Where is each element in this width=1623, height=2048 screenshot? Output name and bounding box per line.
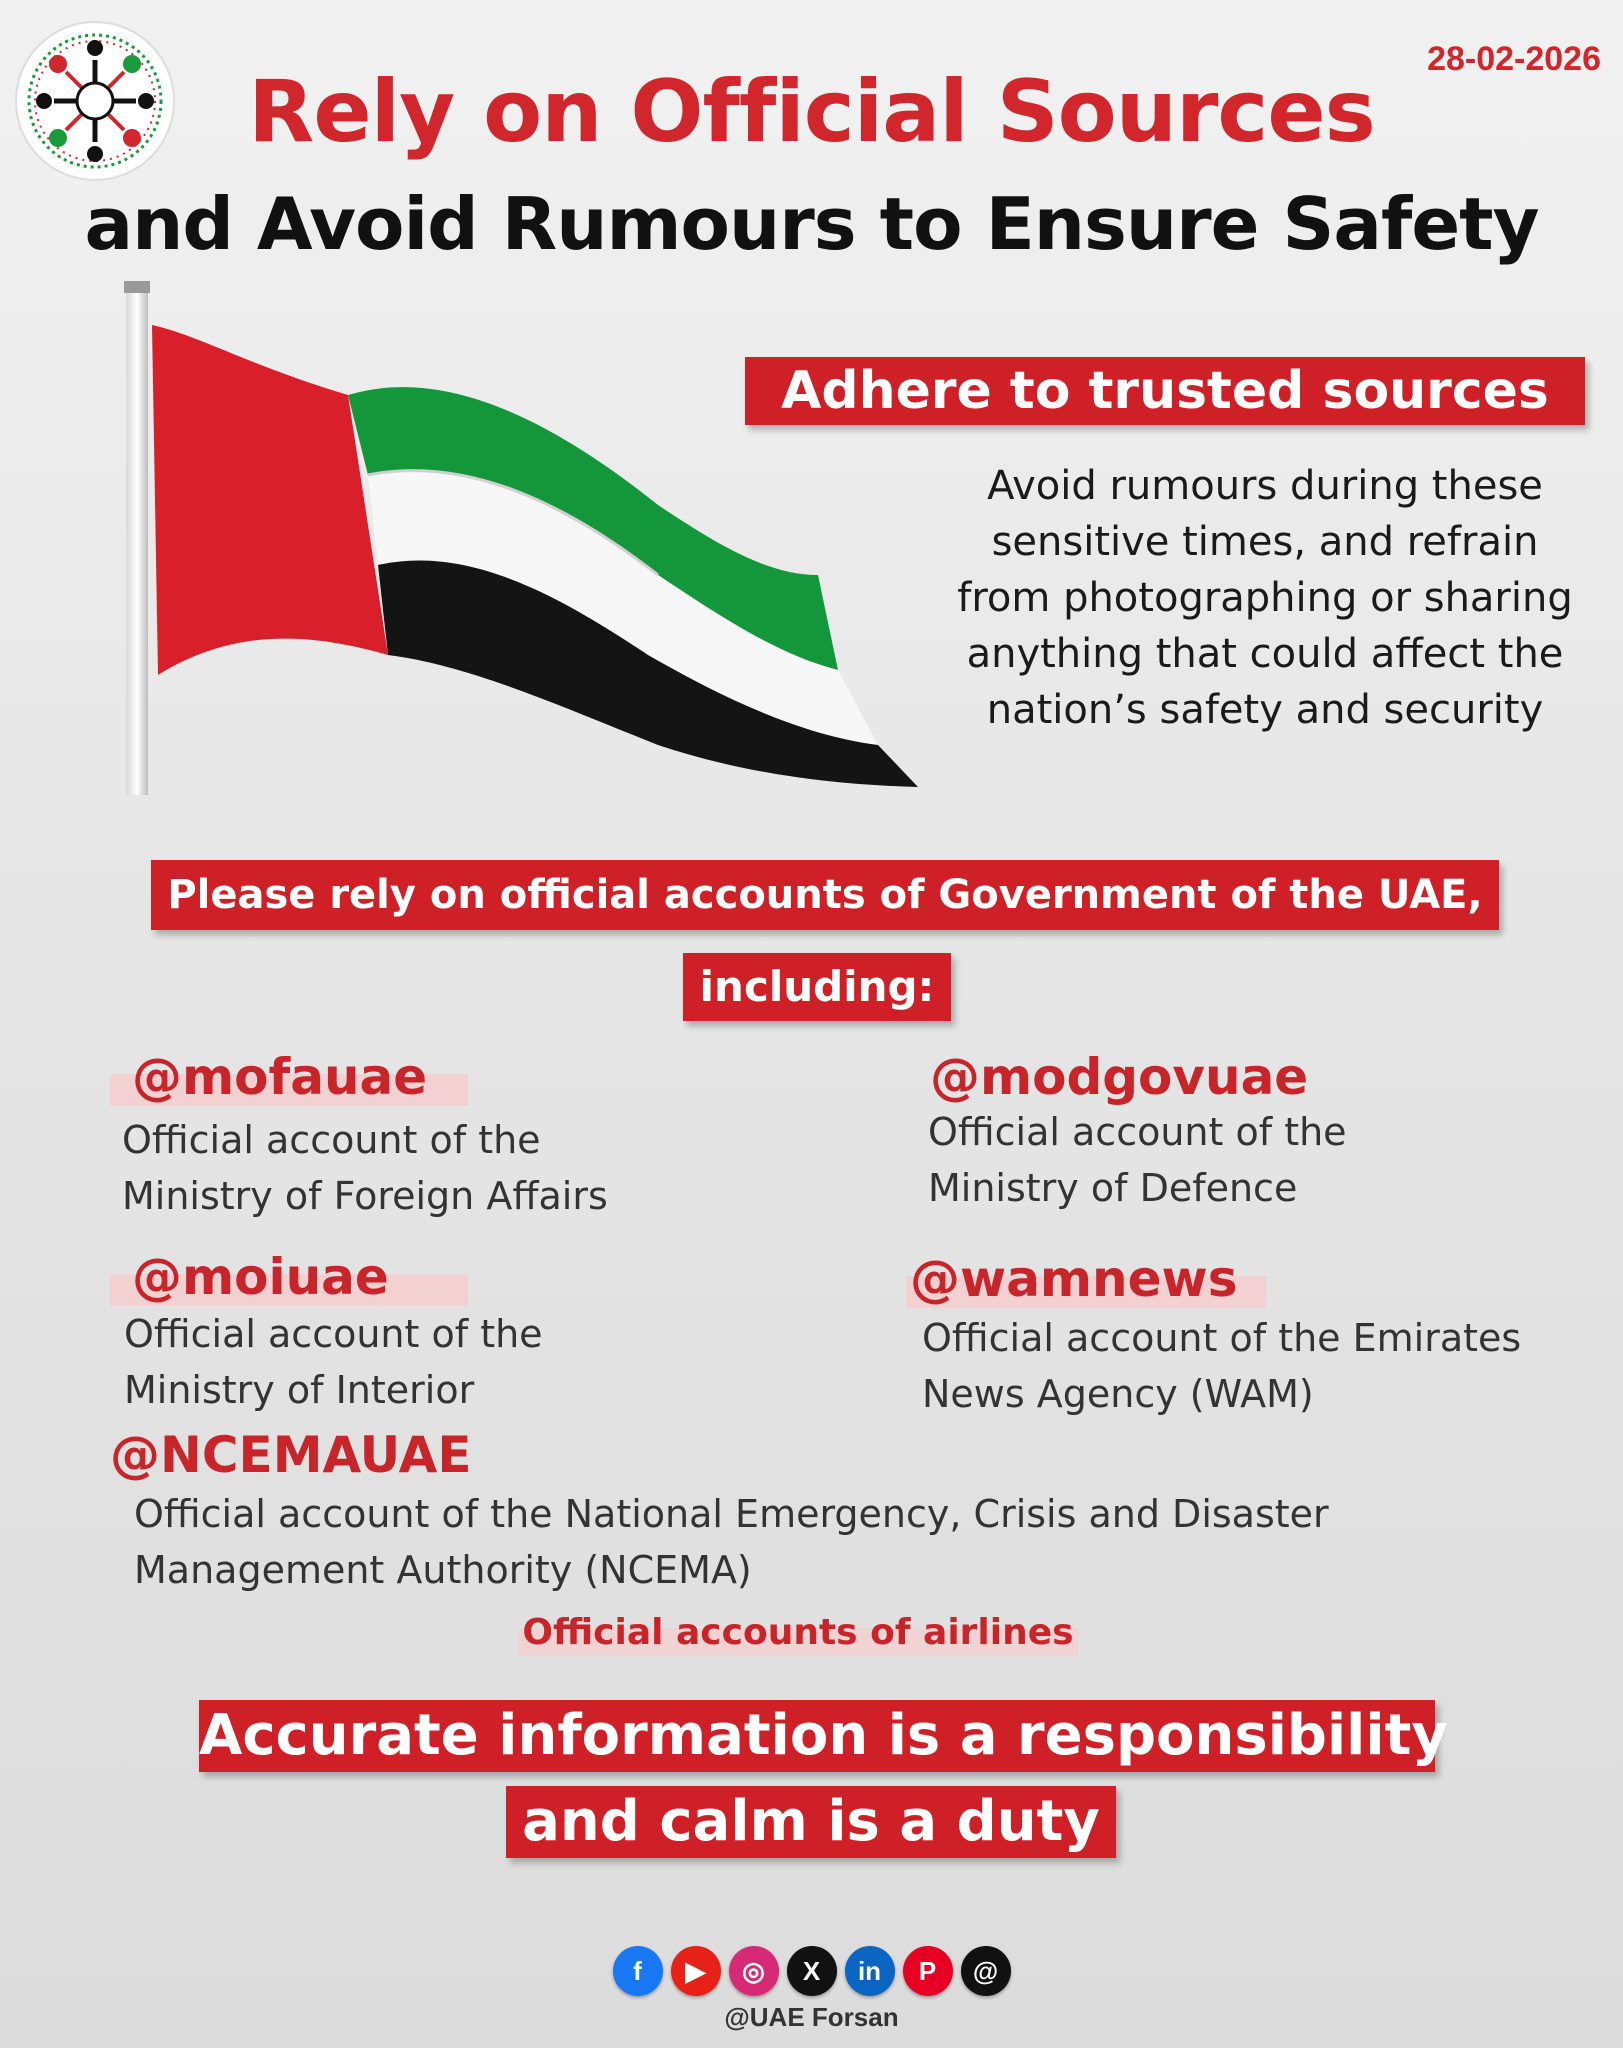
account-handle[interactable]: @moiuae bbox=[110, 1248, 468, 1306]
closing-banner-line1: Accurate information is a responsibility bbox=[199, 1700, 1435, 1772]
threads-icon[interactable]: @ bbox=[961, 1946, 1011, 1996]
social-icons-row bbox=[0, 1946, 1623, 1996]
including-banner: including: bbox=[683, 953, 951, 1021]
account-desc-line: Ministry of Defence bbox=[928, 1166, 1298, 1210]
account-handle[interactable]: @NCEMAUAE bbox=[110, 1426, 472, 1484]
avoid-rumours-text: Avoid rumours during these sensitive times, and refrain from photographing or sharing anything that could affect the nation’s safety and security bbox=[957, 463, 1573, 733]
pinterest-icon[interactable]: P bbox=[903, 1946, 953, 1996]
account-description bbox=[922, 1310, 1521, 1422]
account-handle[interactable]: @wamnews bbox=[906, 1250, 1266, 1308]
page-subtitle: and Avoid Rumours to Ensure Safety bbox=[84, 182, 1539, 266]
account-desc-line: Management Authority (NCEMA) bbox=[134, 1548, 752, 1592]
account-handle[interactable]: @modgovuae bbox=[930, 1048, 1309, 1106]
account-desc-line: Official account of the bbox=[928, 1110, 1347, 1154]
linkedin-icon[interactable]: in bbox=[845, 1946, 895, 1996]
x-icon[interactable]: X bbox=[787, 1946, 837, 1996]
account-description bbox=[134, 1486, 1329, 1598]
footer-handle[interactable]: @UAE Forsan bbox=[724, 2002, 899, 2032]
uae-flag-image bbox=[118, 275, 938, 795]
account-description bbox=[122, 1112, 608, 1224]
account-desc-line: News Agency (WAM) bbox=[922, 1372, 1314, 1416]
airlines-note: Official accounts of airlines bbox=[518, 1610, 1078, 1656]
account-wamnews bbox=[906, 1250, 1266, 1308]
account-handle[interactable]: @mofauae bbox=[110, 1048, 468, 1106]
account-moiuae bbox=[110, 1248, 468, 1306]
account-description bbox=[124, 1306, 543, 1418]
facebook-icon[interactable]: f bbox=[613, 1946, 663, 1996]
rely-banner: Please rely on official accounts of Government of the UAE, bbox=[151, 860, 1499, 930]
account-desc-line: Official account of the bbox=[122, 1118, 541, 1162]
account-ncemauae bbox=[110, 1426, 472, 1484]
account-modgovuae bbox=[930, 1048, 1308, 1106]
page-title: Rely on Official Sources bbox=[248, 62, 1375, 162]
account-desc-line: Official account of the Emirates bbox=[922, 1316, 1522, 1360]
account-desc-line: Ministry of Foreign Affairs bbox=[122, 1174, 608, 1218]
youtube-icon[interactable]: ▶ bbox=[671, 1946, 721, 1996]
account-desc-line: Official account of the National Emergency, Crisis and Disaster bbox=[134, 1492, 1329, 1536]
instagram-icon[interactable]: ◎ bbox=[729, 1946, 779, 1996]
date-label: 28-02-2026 bbox=[1427, 40, 1601, 78]
adhere-heading: Adhere to trusted sources bbox=[745, 357, 1585, 425]
account-desc-line: Official account of the bbox=[124, 1312, 543, 1356]
account-mofauae bbox=[110, 1048, 468, 1106]
account-description bbox=[928, 1104, 1347, 1216]
account-desc-line: Ministry of Interior bbox=[124, 1368, 475, 1412]
closing-banner-line2: and calm is a duty bbox=[506, 1786, 1116, 1858]
